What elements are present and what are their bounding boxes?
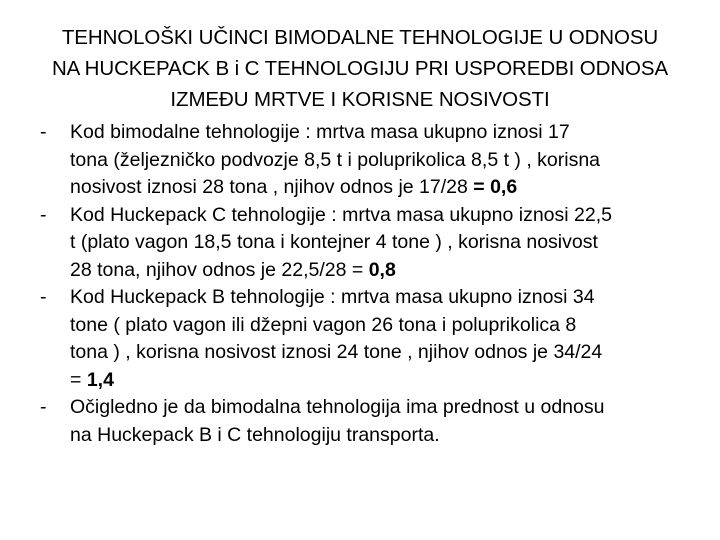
bullet-line: [70, 174, 690, 202]
bullet-line: na Huckepack B i C tehnologiju transporta.: [70, 423, 440, 446]
ratio-result: 0,8: [368, 258, 396, 281]
bullet-item-bimodal: [40, 119, 690, 202]
bullet-line: [70, 257, 690, 285]
ratio-result: = 0,6: [473, 176, 518, 198]
bullet-line: tone ( plato vagon ili džepni vagon 26 tona i poluprikolica 8: [70, 313, 577, 336]
bullet-item-conclusion: [40, 394, 690, 449]
bullet-item-huckepack-c: [40, 202, 690, 285]
title-line-3: IZMEĐU MRTVE I KORISNE NOSIVOSTI: [170, 88, 550, 111]
bullet-line: Kod bimodalne tehnologije : mrtva masa ukupno iznosi 17: [70, 121, 570, 143]
slide-title: [30, 22, 690, 115]
bullet-line: [70, 367, 690, 395]
bullet-dash: -: [40, 396, 47, 418]
bullet-dash: -: [40, 203, 47, 226]
title-line-1: TEHNOLOŠKI UČINCI BIMODALNE TEHNOLOGIJE U ODNOSU: [61, 26, 659, 49]
bullet-line-text: nosivost iznosi 28 tona , njihov odnos je 17/28: [70, 176, 474, 198]
bullet-dash: -: [40, 121, 47, 143]
bullet-line: Kod Huckepack B tehnologije : mrtva masa ukupno iznosi 34: [70, 286, 595, 308]
bullet-dash: -: [40, 286, 47, 308]
bullet-line-text: =: [70, 368, 87, 391]
bullet-line: tona ) , korisna nosivost iznosi 24 tone , njihov odnos je 34/24: [70, 341, 603, 363]
ratio-result: 1,4: [86, 368, 114, 391]
bullet-line: tona (željezničko podvozje 8,5 t i poluprikolica 8,5 t ) , korisna: [70, 148, 601, 171]
bullet-line-text: 28 tona, njihov odnos je 22,5/28 =: [70, 258, 369, 281]
title-line-2: NA HUCKEPACK B i C TEHNOLOGIJU PRI USPOREDBI ODNOSA: [51, 57, 669, 80]
bullet-line: t (plato vagon 18,5 tona i kontejner 4 tone ) , korisna nosivost: [70, 231, 598, 253]
bullet-item-huckepack-b: [40, 284, 690, 394]
bullet-list: [40, 119, 690, 449]
bullet-line: Očigledno je da bimodalna tehnologija ima prednost u odnosu: [70, 396, 605, 418]
bullet-line: Kod Huckepack C tehnologije : mrtva masa ukupno iznosi 22,5: [70, 203, 612, 226]
